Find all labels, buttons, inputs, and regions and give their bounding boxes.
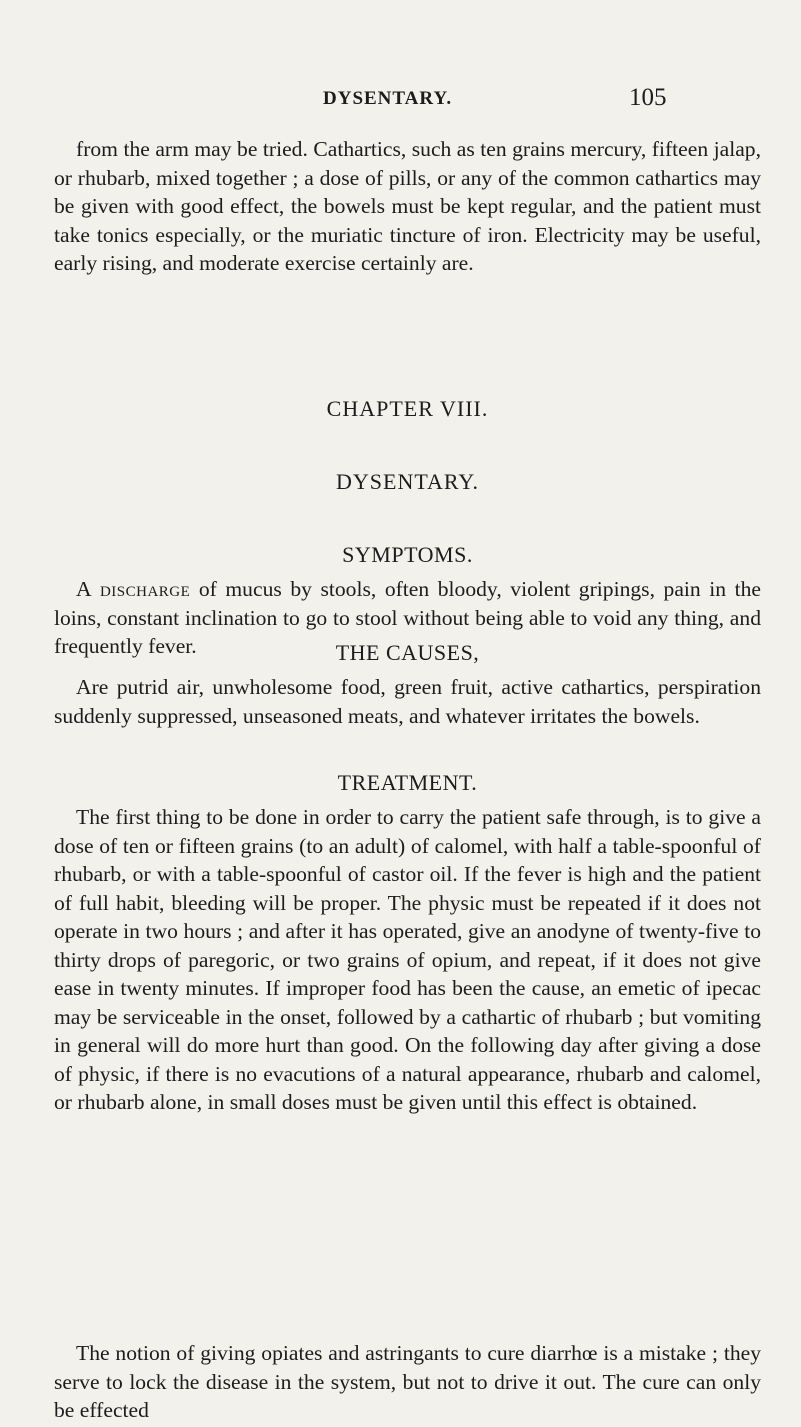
causes-paragraph: [54, 673, 761, 730]
treatment-paragraph-2: [54, 1339, 761, 1425]
treatment-heading: TREATMENT.: [337, 770, 478, 795]
treatment-text-2: The notion of giving opiates and astringants to cure diarrhœ is a mistake ; they serve to lock the disease in the system, but not to drive it out. The cure can only be effected: [54, 1341, 761, 1422]
causes-text: Are putrid air, unwholesome food, green fruit, active cathartics, perspiration suddenly suppressed, unseasoned meats, and whatever irritates the bowels.: [54, 675, 761, 728]
symptoms-heading: SYMPTOMS.: [342, 542, 473, 567]
chapter-number: CHAPTER VIII.: [326, 396, 489, 421]
running-head: DYSENTARY.: [323, 88, 453, 109]
page-number: 105: [629, 84, 667, 111]
causes-heading: THE CAUSES,: [335, 640, 480, 665]
continued-paragraph-text: from the arm may be tried. Cathartics, such as ten grains mercury, fifteen jalap, or rhubarb, mixed together ; a dose of pills, or any of the common cathartics may be given with good effect, the bowels must be kept regular, and the patient must take tonics especially, or the muriatic tincture of iron. Electricity may be useful, early rising, and moderate exercise certainly are.: [54, 137, 761, 275]
treatment-text-1: The first thing to be done in order to carry the patient safe through, is to give a dose of ten or fifteen grains (to an adult) of calomel, with half a table-spoonful of rhubarb, or with a table-spoonful of castor oil. If the fever is high and the patient of full habit, bleeding will be proper. The physic must be repeated if it does not operate in two hours ; and after it has operated, give an anodyne of twenty-five to thirty drops of paregoric, or two grains of opium, and repeat, if it does not give ease in twenty minutes. If improper food has been the cause, an emetic of ipecac may be serviceable in the onset, followed by a cathartic of rhubarb ; but vomiting in general will do more hurt than good. On the following day after giving a dose of physic, if there is no evacutions of a natural appearance, rhubarb and calomel, or rhubarb alone, in small doses must be given until this effect is obtained.: [54, 805, 761, 1114]
treatment-paragraph-1: [54, 803, 761, 1117]
symptoms-lead: A discharge: [76, 577, 191, 601]
continued-paragraph: [54, 135, 761, 278]
symptoms-body: of mucus by stools, often bloody, violent gripings, pain in the loins, constant inclination to go to stool without being able to void any thing, and frequently fever.: [54, 577, 761, 658]
page-header: [0, 84, 801, 114]
chapter-title: DYSENTARY.: [336, 469, 479, 494]
